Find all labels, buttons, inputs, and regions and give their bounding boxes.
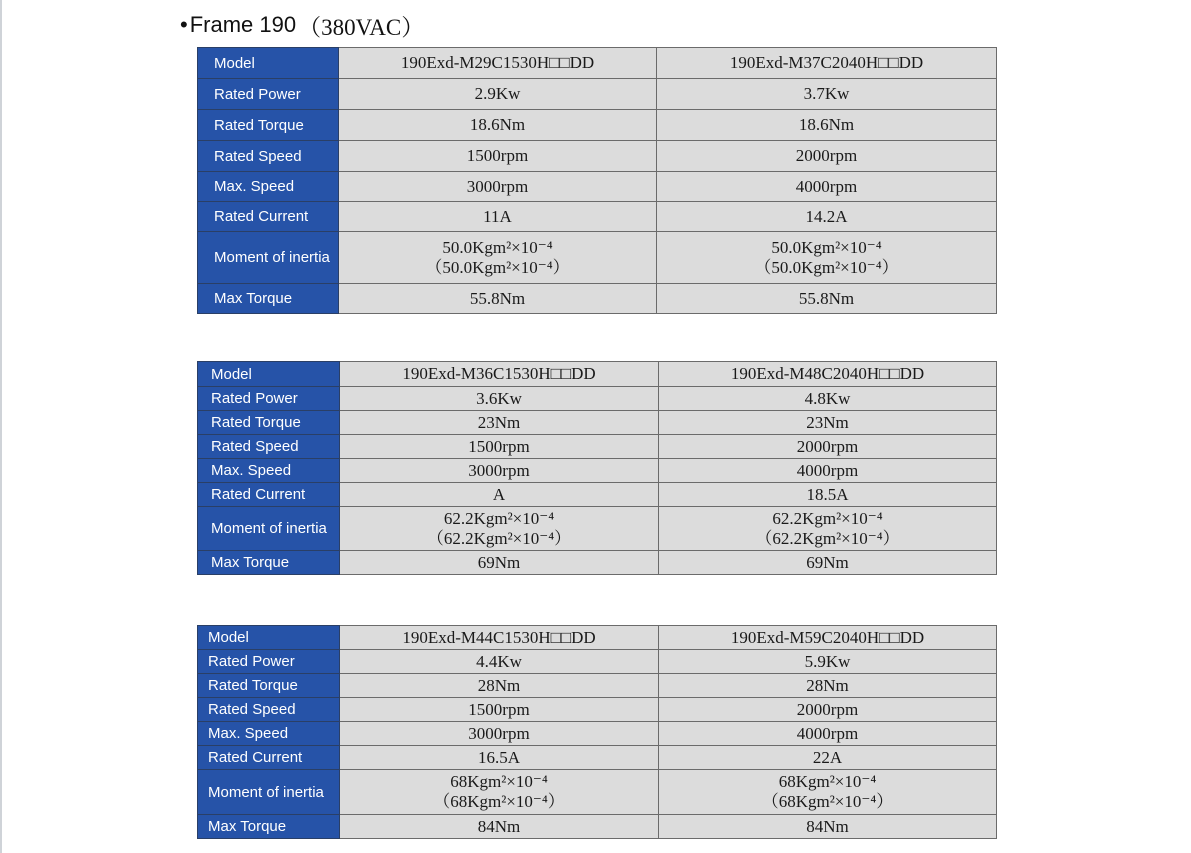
row-label-moment-of-inertia: Moment of inertia [198, 770, 340, 815]
table-row [198, 551, 997, 575]
row-label-moment-of-inertia: Moment of inertia [198, 232, 339, 284]
inertia-alt-value: （62.2Kgm²×10⁻⁴） [426, 528, 572, 548]
title-frame: Frame 190 [189, 12, 297, 37]
table-row [198, 110, 997, 141]
cell-max-speed: 3000rpm [339, 172, 657, 202]
table-row [198, 483, 997, 507]
table-row [198, 507, 997, 551]
inertia-value: 62.2Kgm²×10⁻⁴ [443, 508, 555, 528]
cell-rated-current: 14.2A [657, 202, 997, 232]
cell-max-torque: 69Nm [659, 551, 997, 575]
row-label-model: Model [198, 362, 340, 387]
row-label-model: Model [198, 626, 340, 650]
row-label-rated-speed: Rated Speed [198, 698, 340, 722]
cell-rated-current: 11A [339, 202, 657, 232]
row-label-max-speed: Max. Speed [198, 172, 339, 202]
table-row [198, 746, 997, 770]
cell-model: 190Exd-M37C2040H□□DD [657, 48, 997, 79]
row-label-rated-power: Rated Power [198, 650, 340, 674]
cell-max-speed: 4000rpm [659, 459, 997, 483]
table-row [198, 362, 997, 387]
row-label-max-torque: Max Torque [198, 284, 339, 314]
cell-rated-speed: 1500rpm [339, 141, 657, 172]
cell-max-speed: 4000rpm [657, 172, 997, 202]
cell-rated-current: 16.5A [340, 746, 659, 770]
cell-inertia [340, 770, 659, 815]
cell-rated-current: A [340, 483, 659, 507]
inertia-alt-value: （62.2Kgm²×10⁻⁴） [755, 528, 900, 548]
table-row [198, 459, 997, 483]
cell-max-torque: 55.8Nm [657, 284, 997, 314]
cell-rated-speed: 1500rpm [340, 435, 659, 459]
inertia-value: 68Kgm²×10⁻⁴ [778, 772, 877, 791]
cell-inertia [657, 232, 997, 284]
cell-rated-torque: 23Nm [659, 411, 997, 435]
row-label-rated-current: Rated Current [198, 202, 339, 232]
cell-max-torque: 84Nm [659, 815, 997, 839]
cell-model: 190Exd-M44C1530H□□DD [340, 626, 659, 650]
inertia-alt-value: （68Kgm²×10⁻⁴） [433, 792, 565, 811]
table-row [198, 387, 997, 411]
cell-max-torque: 69Nm [340, 551, 659, 575]
row-label-rated-torque: Rated Torque [198, 411, 340, 435]
title-bullet: • [180, 12, 188, 37]
cell-rated-power: 3.7Kw [657, 79, 997, 110]
table-row [198, 232, 997, 284]
cell-rated-speed: 2000rpm [659, 435, 997, 459]
cell-model: 190Exd-M48C2040H□□DD [659, 362, 997, 387]
table-row [198, 79, 997, 110]
cell-max-torque: 84Nm [340, 815, 659, 839]
table-row [198, 770, 997, 815]
cell-rated-torque: 28Nm [659, 674, 997, 698]
cell-rated-power: 2.9Kw [339, 79, 657, 110]
cell-max-speed: 4000rpm [659, 722, 997, 746]
table-row [198, 284, 997, 314]
spec-table-3 [197, 625, 997, 839]
table-row [198, 815, 997, 839]
spec-table-1 [197, 47, 997, 314]
cell-model: 190Exd-M59C2040H□□DD [659, 626, 997, 650]
cell-max-speed: 3000rpm [340, 459, 659, 483]
cell-rated-power: 3.6Kw [340, 387, 659, 411]
cell-rated-torque: 18.6Nm [657, 110, 997, 141]
page-title [180, 10, 424, 40]
title-voltage: （380VAC） [298, 14, 425, 40]
table-row [198, 48, 997, 79]
table-row [198, 674, 997, 698]
cell-model: 190Exd-M36C1530H□□DD [340, 362, 659, 387]
inertia-alt-value: （50.0Kgm²×10⁻⁴） [754, 257, 899, 277]
inertia-value: 50.0Kgm²×10⁻⁴ [442, 237, 553, 257]
table-row [198, 202, 997, 232]
row-label-rated-speed: Rated Speed [198, 141, 339, 172]
cell-rated-power: 4.4Kw [340, 650, 659, 674]
row-label-max-torque: Max Torque [198, 815, 340, 839]
row-label-rated-torque: Rated Torque [198, 674, 340, 698]
cell-rated-current: 18.5A [659, 483, 997, 507]
inertia-alt-value: （68Kgm²×10⁻⁴） [761, 792, 894, 811]
cell-max-speed: 3000rpm [340, 722, 659, 746]
row-label-moment-of-inertia: Moment of inertia [198, 507, 340, 551]
row-label-rated-speed: Rated Speed [198, 435, 340, 459]
cell-rated-current: 22A [659, 746, 997, 770]
table-row [198, 722, 997, 746]
table-row [198, 411, 997, 435]
row-label-rated-power: Rated Power [198, 79, 339, 110]
row-label-max-torque: Max Torque [198, 551, 340, 575]
spec-table-2 [197, 361, 997, 575]
cell-rated-power: 5.9Kw [659, 650, 997, 674]
cell-inertia [659, 770, 997, 815]
row-label-rated-current: Rated Current [198, 483, 340, 507]
table-row [198, 172, 997, 202]
table-row [198, 435, 997, 459]
row-label-max-speed: Max. Speed [198, 459, 340, 483]
cell-max-torque: 55.8Nm [339, 284, 657, 314]
table-row [198, 626, 997, 650]
cell-rated-speed: 2000rpm [657, 141, 997, 172]
cell-inertia [659, 507, 997, 551]
page-edge-rule [0, 0, 2, 853]
cell-rated-speed: 1500rpm [340, 698, 659, 722]
table-row [198, 141, 997, 172]
table-row [198, 650, 997, 674]
cell-rated-torque: 23Nm [340, 411, 659, 435]
inertia-value: 50.0Kgm²×10⁻⁴ [771, 237, 882, 257]
row-label-rated-power: Rated Power [198, 387, 340, 411]
cell-rated-power: 4.8Kw [659, 387, 997, 411]
cell-rated-torque: 18.6Nm [339, 110, 657, 141]
cell-rated-speed: 2000rpm [659, 698, 997, 722]
inertia-alt-value: （50.0Kgm²×10⁻⁴） [425, 257, 570, 277]
cell-model: 190Exd-M29C1530H□□DD [339, 48, 657, 79]
row-label-rated-torque: Rated Torque [198, 110, 339, 141]
cell-inertia [339, 232, 657, 284]
row-label-max-speed: Max. Speed [198, 722, 340, 746]
row-label-model: Model [198, 48, 339, 79]
row-label-rated-current: Rated Current [198, 746, 340, 770]
cell-inertia [340, 507, 659, 551]
inertia-value: 62.2Kgm²×10⁻⁴ [772, 508, 883, 528]
inertia-value: 68Kgm²×10⁻⁴ [450, 772, 548, 791]
table-row [198, 698, 997, 722]
cell-rated-torque: 28Nm [340, 674, 659, 698]
